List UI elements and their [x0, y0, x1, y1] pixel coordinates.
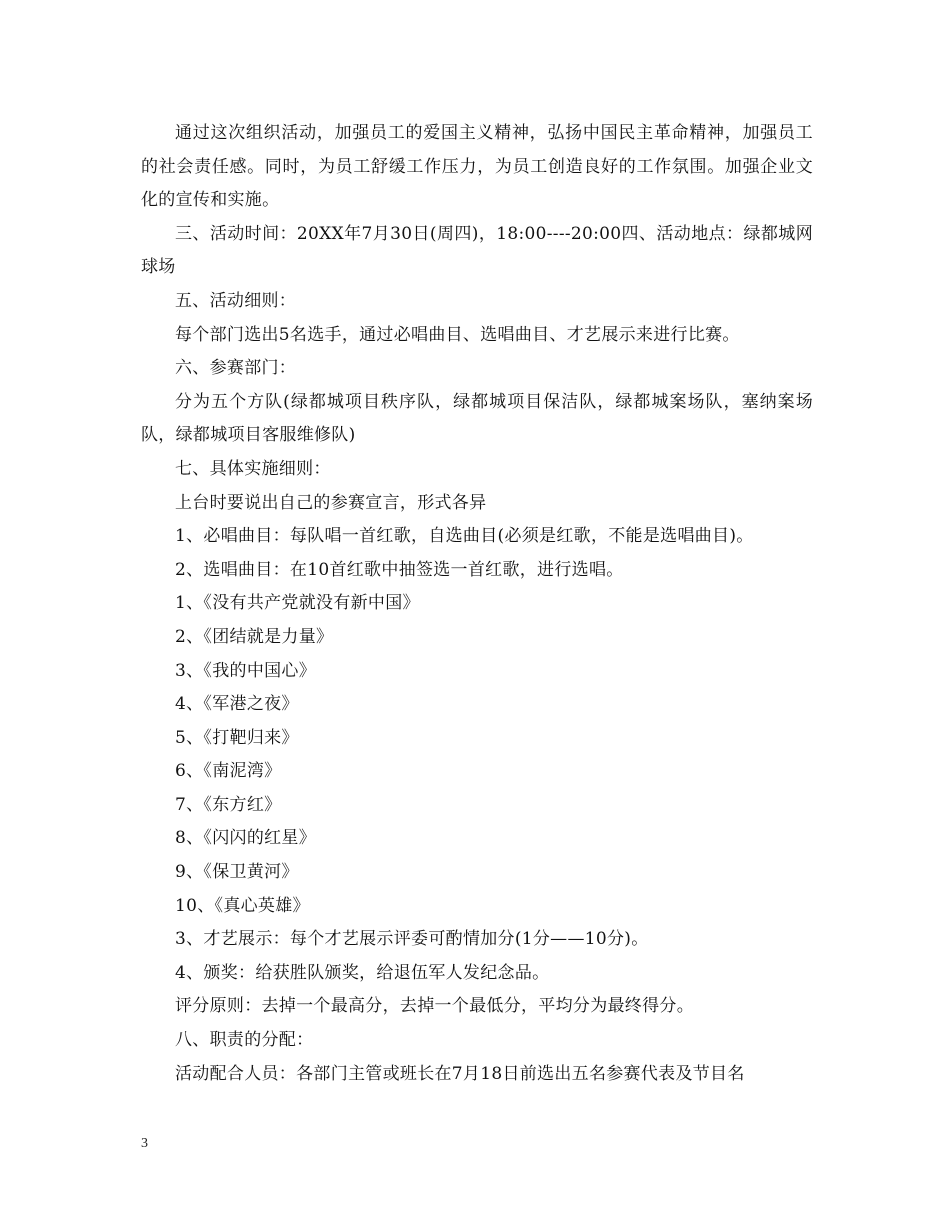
paragraph-optional-song: 2、选唱曲目：在10首红歌中抽签选一首红歌，进行选唱。 [175, 559, 624, 580]
song-list-item: 10、《真心英雄》 [175, 895, 310, 916]
heading-rules: 五、活动细则： [175, 290, 297, 311]
paragraph-declaration: 上台时要说出自己的参赛宣言，形式各异 [175, 492, 487, 513]
paragraph-awards: 4、颁奖：给获胜队颁奖，给退伍军人发纪念品。 [175, 962, 550, 983]
song-list-item: 1、《没有共产党就没有新中国》 [175, 593, 420, 614]
paragraph-required-song: 1、必唱曲目：每队唱一首红歌，自选曲目(必须是红歌，不能是选唱曲目)。 [175, 526, 754, 547]
page-number: 3 [141, 1136, 148, 1151]
song-list-item: 7、《东方红》 [175, 794, 282, 815]
song-list-item: 5、《打靶归来》 [175, 727, 299, 748]
document-body [141, 117, 813, 1091]
paragraph-talent-show: 3、才艺展示：每个才艺展示评委可酌情加分(1分——10分)。 [175, 929, 649, 950]
paragraph-time-location: 三、活动时间：20XX年7月30日(周四)，18:00----20:00四、活动地点：绿都城网球场 [141, 223, 813, 278]
paragraph-departments: 分为五个方队(绿都城项目秩序队，绿都城项目保洁队，绿都城案场队，塞纳案场队，绿都城项目客服维修队) [141, 391, 813, 446]
song-list-item: 2、《团结就是力量》 [175, 626, 334, 647]
paragraph-rules: 每个部门选出5名选手，通过必唱曲目、选唱曲目、才艺展示来进行比赛。 [175, 324, 740, 345]
heading-responsibilities: 八、职责的分配： [175, 1030, 314, 1051]
song-list-item: 9、《保卫黄河》 [175, 862, 299, 883]
song-list-item: 8、《闪闪的红星》 [175, 828, 317, 849]
heading-departments: 六、参赛部门： [175, 358, 297, 379]
heading-implementation: 七、具体实施细则： [175, 458, 331, 479]
song-list-item: 4、《军港之夜》 [175, 694, 299, 715]
song-list-item: 3、《我的中国心》 [175, 660, 317, 681]
paragraph-scoring: 评分原则：去掉一个最高分，去掉一个最低分，平均分为最终得分。 [175, 996, 694, 1017]
paragraph-purpose: 通过这次组织活动，加强员工的爱国主义精神，弘扬中国民主革命精神，加强员工的社会责任感。同时，为员工舒缓工作压力，为员工创造良好的工作氛围。加强企业文化的宣传和实施。 [141, 123, 813, 211]
paragraph-staff: 活动配合人员：各部门主管或班长在7月18日前选出五名参赛代表及节目名 [175, 1063, 745, 1084]
song-list-item: 6、《南泥湾》 [175, 761, 282, 782]
